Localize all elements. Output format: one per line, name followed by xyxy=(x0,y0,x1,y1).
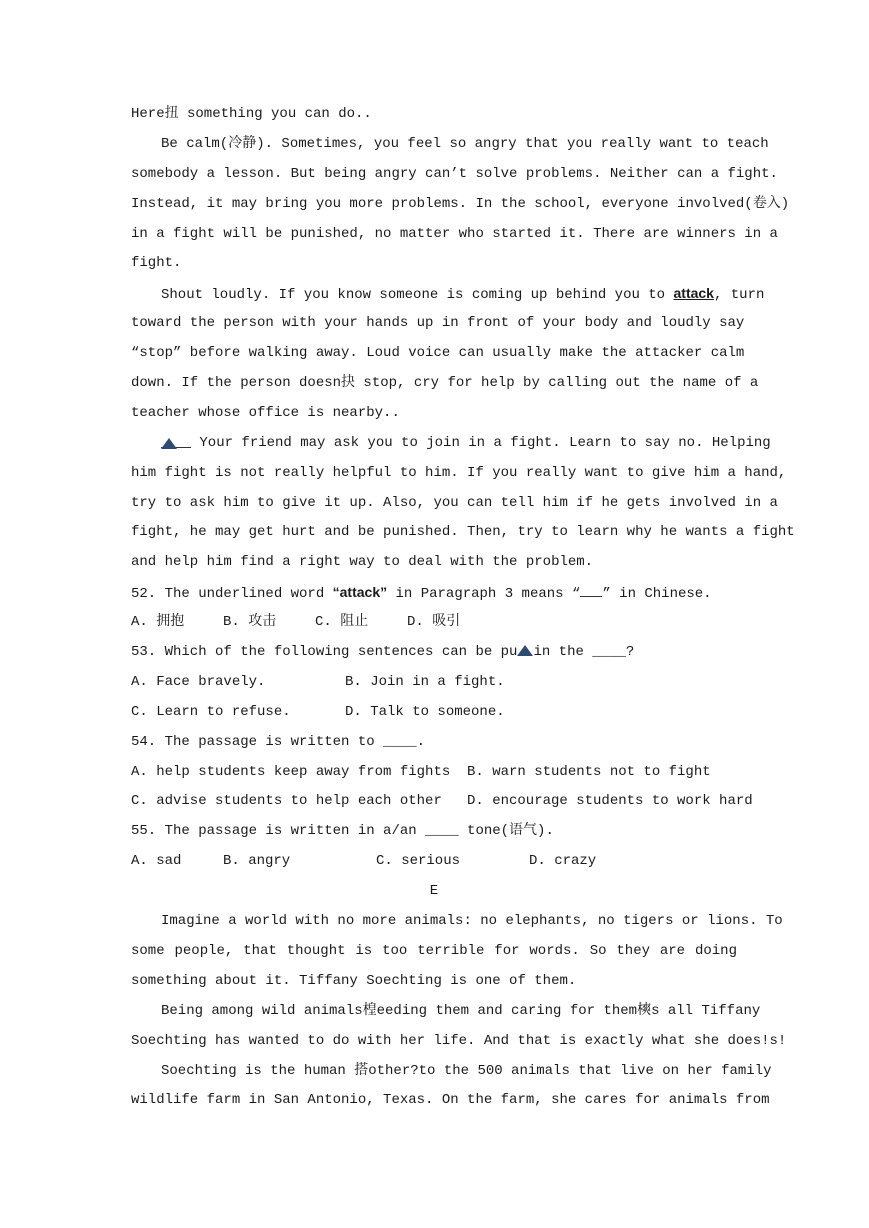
question-text: ” in Chinese. xyxy=(602,586,712,603)
text-line: Soechting has wanted to do with her life. And that is exactly what she does!s! xyxy=(131,1032,787,1049)
answer-blank xyxy=(580,584,602,597)
question-text: in Paragraph 3 means “ xyxy=(395,586,581,603)
option-d: D. Talk to someone. xyxy=(345,703,505,720)
question-text: 53. Which of the following sentences can be pu xyxy=(131,644,518,661)
option-b: B. 攻击 xyxy=(223,614,277,631)
underlined-word-attack: attack xyxy=(673,285,714,302)
option-d: D. crazy xyxy=(529,853,597,870)
text-line: in a fight will be punished, no matter who started it. There are winners in a xyxy=(131,225,778,242)
triangle-icon xyxy=(161,438,177,449)
quoted-word-attack: “attack” xyxy=(332,584,388,601)
text-fragment: Your friend may ask you to join in a fight. Learn to say no. Helping xyxy=(199,434,771,451)
q54-options-row2 xyxy=(131,787,753,817)
option-b: B. angry xyxy=(223,853,291,870)
text-line: teacher whose office is nearby.. xyxy=(131,404,400,421)
option-a: A. Face bravely. xyxy=(131,673,266,690)
option-a: A. help students keep away from fights xyxy=(131,763,451,780)
text-line: fight, he may get hurt and be punished. Then, try to learn why he wants a fight xyxy=(131,524,795,541)
paragraph-being-among: Being among wild animals楻eeding them and caring for them樉s all Tiffany xyxy=(161,1002,761,1019)
option-b: B. warn students not to fight xyxy=(467,763,711,780)
blank-marker xyxy=(161,431,191,448)
option-a: A. 拥抱 xyxy=(131,614,185,631)
paragraph-imagine: Imagine a world with no more animals: no elephants, no tigers or lions. To xyxy=(161,913,783,930)
text-fragment: Shout loudly. If you know someone is coming up behind you to xyxy=(161,287,666,304)
question-52 xyxy=(131,578,737,608)
q54-options-row1 xyxy=(131,758,737,788)
text-fragment: , turn xyxy=(713,287,765,304)
text-line: somebody a lesson. But being angry can’t solve problems. Neither can a fight. xyxy=(131,165,778,182)
text-line: Here扭 something you can do.. xyxy=(131,106,372,122)
question-54: 54. The passage is written to ____. xyxy=(131,733,426,750)
text-line: him fight is not really helpful to him. If you really want to give him a hand, xyxy=(131,464,787,481)
document-page xyxy=(131,100,795,1116)
text-line: “stop” before walking away. Loud voice can usually make the attacker calm xyxy=(131,345,745,362)
triangle-icon xyxy=(517,645,533,656)
q53-options-row1 xyxy=(131,668,737,698)
paragraph-be-calm: Be calm(冷静). Sometimes, you feel so angry that you really want to teach xyxy=(161,135,769,152)
paragraph-soechting: Soechting is the human 搭other?to the 500 animals that live on her family xyxy=(161,1062,772,1079)
option-d: D. 吸引 xyxy=(407,614,461,631)
text-line: toward the person with your hands up in front of your body and loudly say xyxy=(131,315,745,332)
option-a: A. sad xyxy=(131,853,182,870)
text-line: try to ask him to give it up. Also, you can tell him if he gets involved in a xyxy=(131,494,778,511)
option-c: C. Learn to refuse. xyxy=(131,703,291,720)
text-line: wildlife farm in San Antonio, Texas. On the farm, she cares for animals from xyxy=(131,1092,770,1109)
option-c: C. advise students to help each other xyxy=(131,793,442,810)
question-text: in the ____? xyxy=(533,644,635,661)
q53-options-row2 xyxy=(131,698,737,728)
text-line: some people, that thought is too terrible for words. So they are doing xyxy=(131,942,737,959)
q55-options xyxy=(131,847,737,877)
option-d: D. encourage students to work hard xyxy=(467,793,753,810)
question-text: 52. The underlined word xyxy=(131,586,325,603)
text-line: Instead, it may bring you more problems. In the school, everyone involved(卷入) xyxy=(131,195,790,212)
text-line: down. If the person doesn抉 stop, cry for help by calling out the name of a xyxy=(131,375,759,392)
section-heading-e: E xyxy=(429,883,439,900)
question-53 xyxy=(131,638,737,668)
option-c: C. serious xyxy=(376,853,461,870)
q52-options xyxy=(131,608,737,638)
text-line: something about it. Tiffany Soechting is one of them. xyxy=(131,972,577,989)
option-c: C. 阻止 xyxy=(315,614,369,631)
paragraph-shout-loudly xyxy=(131,279,765,309)
paragraph-blank xyxy=(131,429,771,459)
question-55: 55. The passage is written in a/an ____ tone(语气). xyxy=(131,823,554,840)
option-b: B. Join in a fight. xyxy=(345,673,505,690)
text-line: and help him find a right way to deal with the problem. xyxy=(131,554,594,571)
text-line: fight. xyxy=(131,255,182,272)
